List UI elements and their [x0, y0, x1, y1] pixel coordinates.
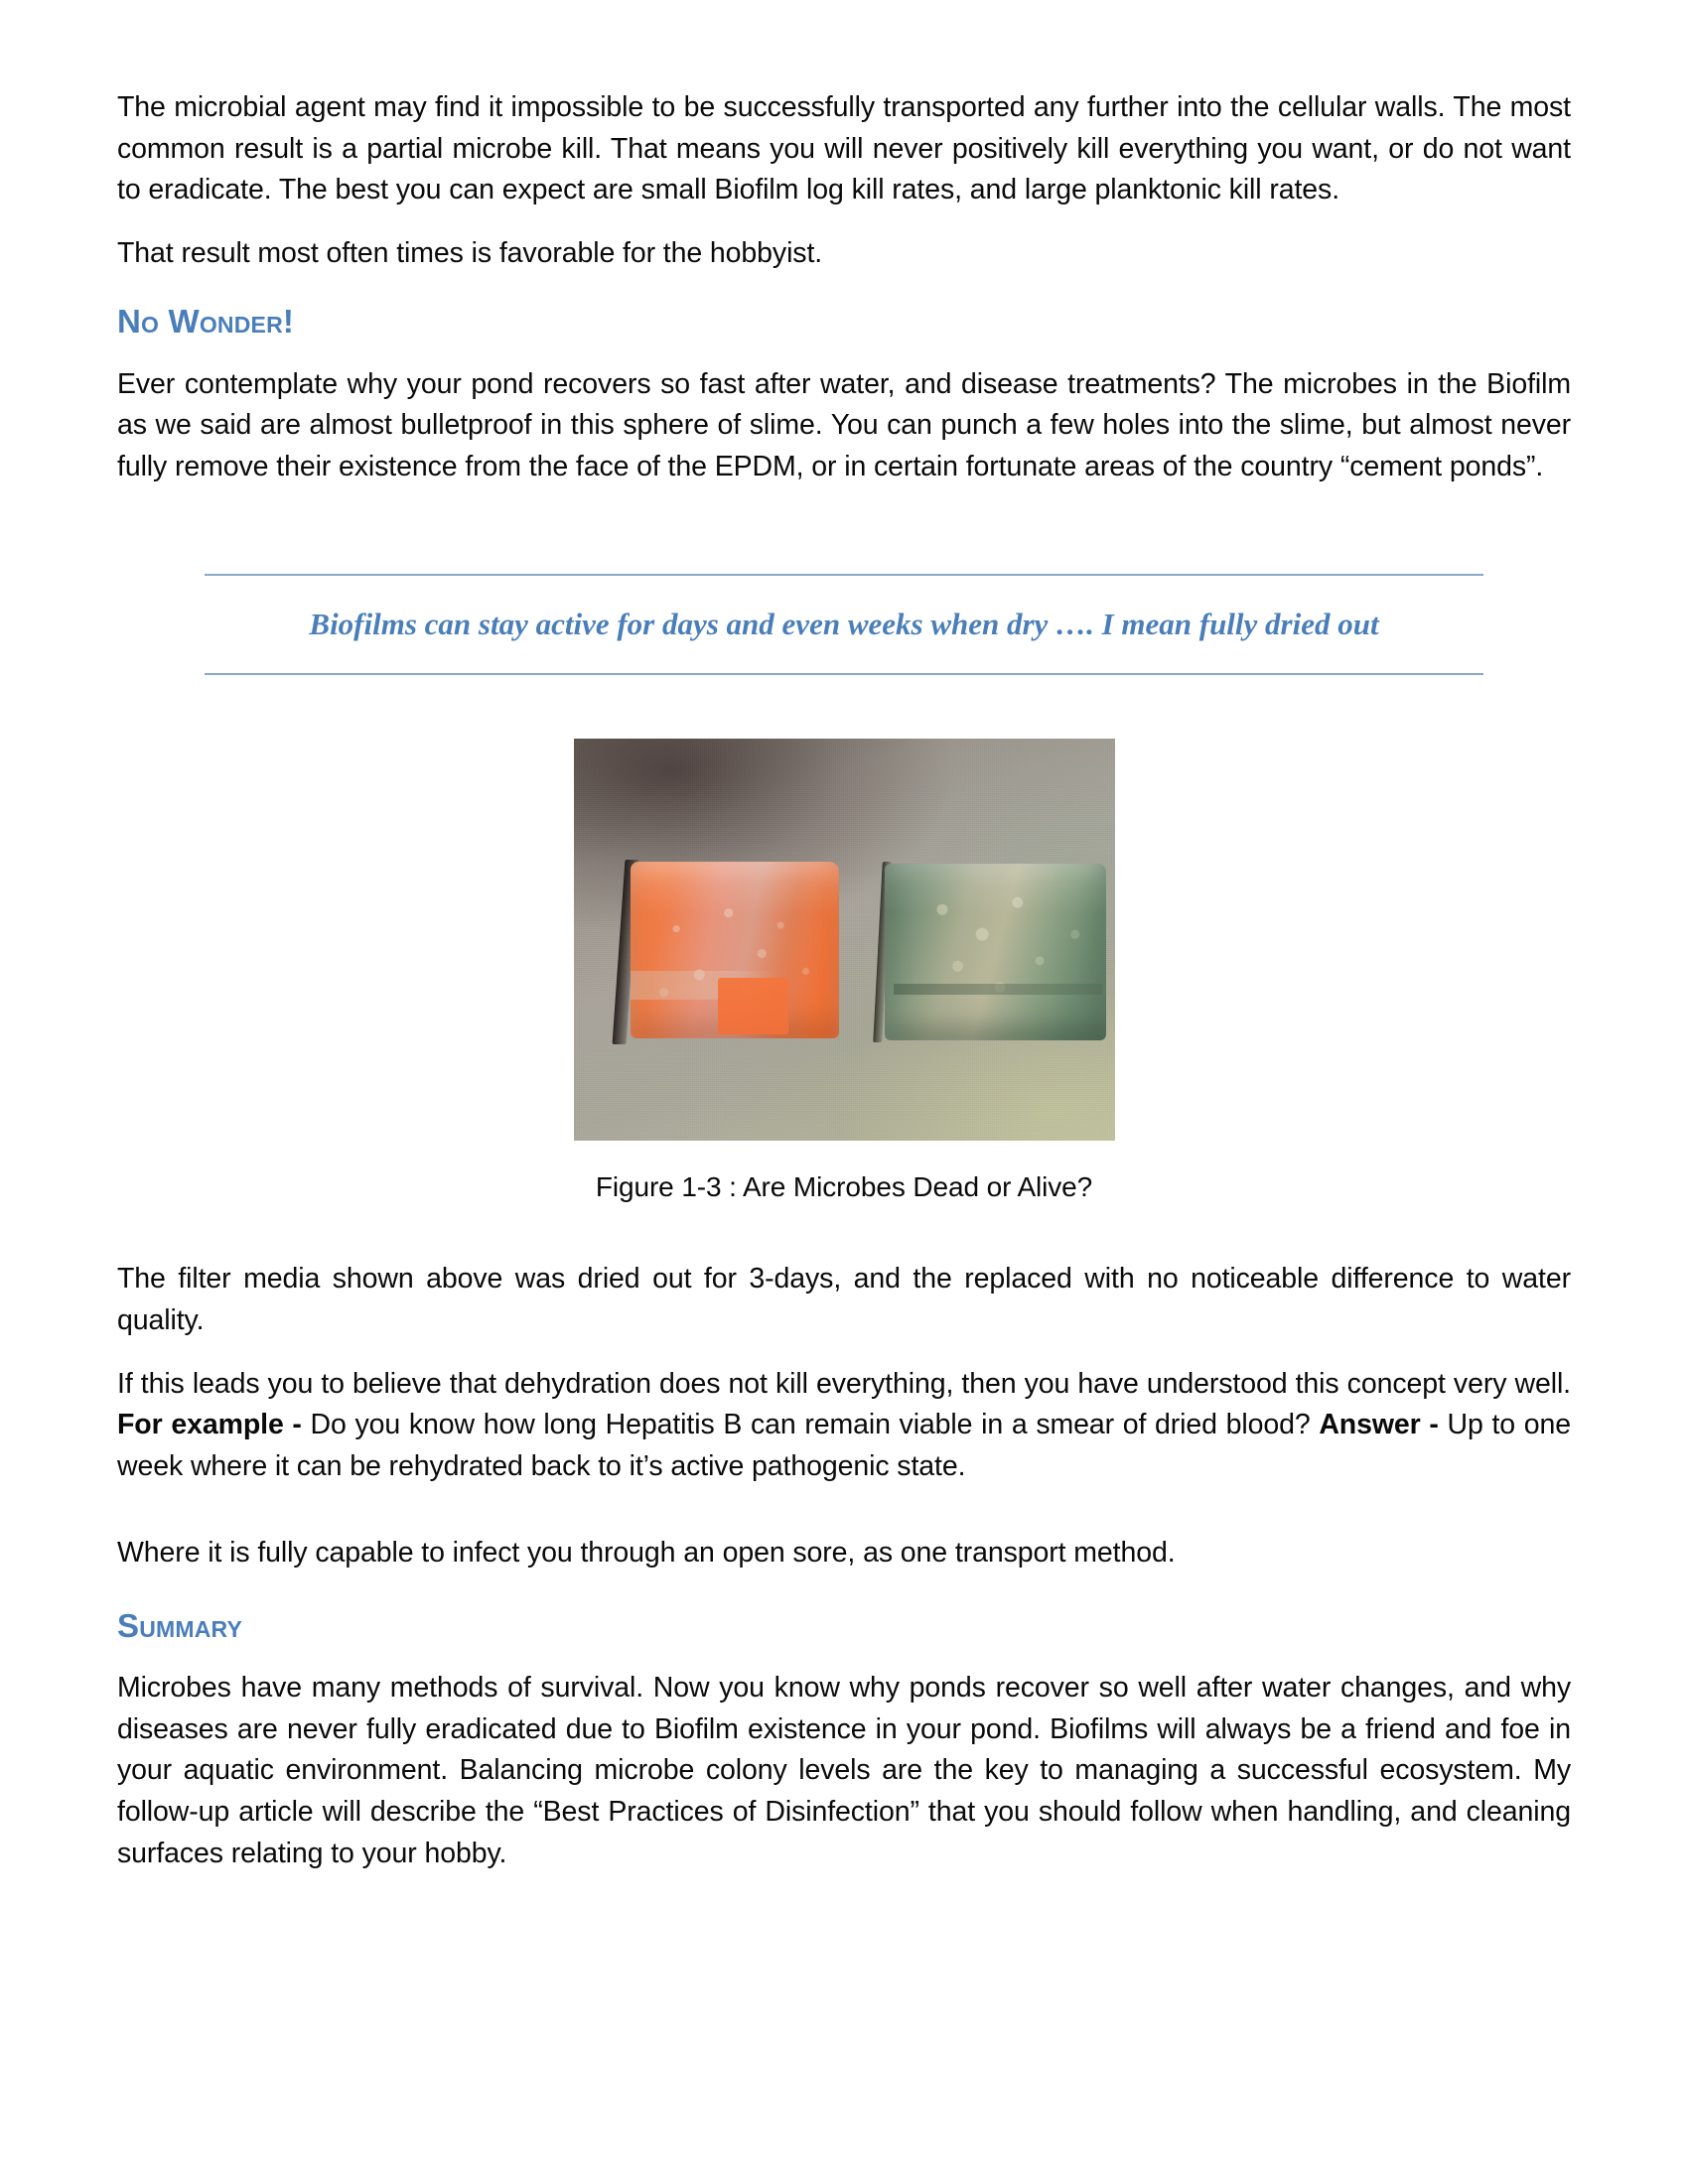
photo-orange-block-patch — [718, 978, 788, 1034]
heading-summary: Summary — [117, 1606, 243, 1644]
photo-green-filter-block — [885, 864, 1106, 1040]
paragraph-summary: Microbes have many methods of survival. Now you know why ponds recover so well after water changes, and why diseases are never fully eradicated due to Biofilm existence in your pond. Biofilms will always be a friend and foe in your aquatic environment. Balancing microbe colony levels are the key to managing a successful ecosystem. My follow-up article will describe the “Best Practices of Disinfection” that you should follow when handling, and cleaning surfaces relating to your hobby. — [117, 1672, 1571, 1869]
figure-caption: Figure 1-3 : Are Microbes Dead or Alive? — [595, 1171, 1093, 1203]
paragraph-filter-media: The filter media shown above was dried out for 3-days, and the replaced with no noticeable difference to water quality. — [117, 1263, 1571, 1336]
paragraph-infect-open-sore: Where it is fully capable to infect you through an open sore, as one transport method. — [117, 1537, 1176, 1570]
pullquote-block — [205, 574, 1483, 676]
paragraph-hepatitis — [117, 1364, 1571, 1488]
figure-photo — [574, 739, 1115, 1141]
photo-green-block-band — [894, 984, 1102, 995]
photo-green-block-speckle — [885, 864, 1106, 1040]
pullquote-rule-bottom — [205, 673, 1483, 675]
hepatitis-lead: If this leads you to believe that dehydration does not kill everything, then you have understood this concept very well. — [117, 1367, 1571, 1400]
paragraph-hobbyist-result: That result most often times is favorable for the hobbyist. — [117, 236, 823, 269]
hepatitis-bold-for-example: For example - — [117, 1409, 302, 1441]
hepatitis-tail: Up to one week where it can be rehydrated back to it’s active pathogenic state. — [117, 1409, 1571, 1482]
paragraph-microbial-agent: The microbial agent may find it impossible to be successfully transported any further into the cellular walls. The most common result is a partial microbe kill. That means you will never positively kill everything you want, or do not want to eradicate. The best you can expect are small Biofilm log kill rates, and large planktonic kill rates. — [117, 91, 1571, 206]
figure-1-3 — [117, 739, 1571, 1203]
paragraph-pond-recovery: Ever contemplate why your pond recovers so fast after water, and disease treatments? The microbes in the Biofilm as we said are almost bulletproof in this sphere of slime. You can punch a few holes into the slime, but almost never fully remove their existence from the face of the EPDM, or in certain fortunate areas of the country “cement ponds”. — [117, 367, 1571, 482]
hepatitis-mid: Do you know how long Hepatitis B can remain viable in a smear of dried blood? — [301, 1409, 1320, 1441]
photo-orange-filter-block — [631, 862, 839, 1038]
heading-no-wonder: No Wonder! — [117, 303, 295, 341]
hepatitis-bold-answer: Answer - — [1319, 1409, 1439, 1441]
pullquote-text: Biofilms can stay active for days and even weeks when dry …. I mean fully dried out — [309, 606, 1379, 641]
